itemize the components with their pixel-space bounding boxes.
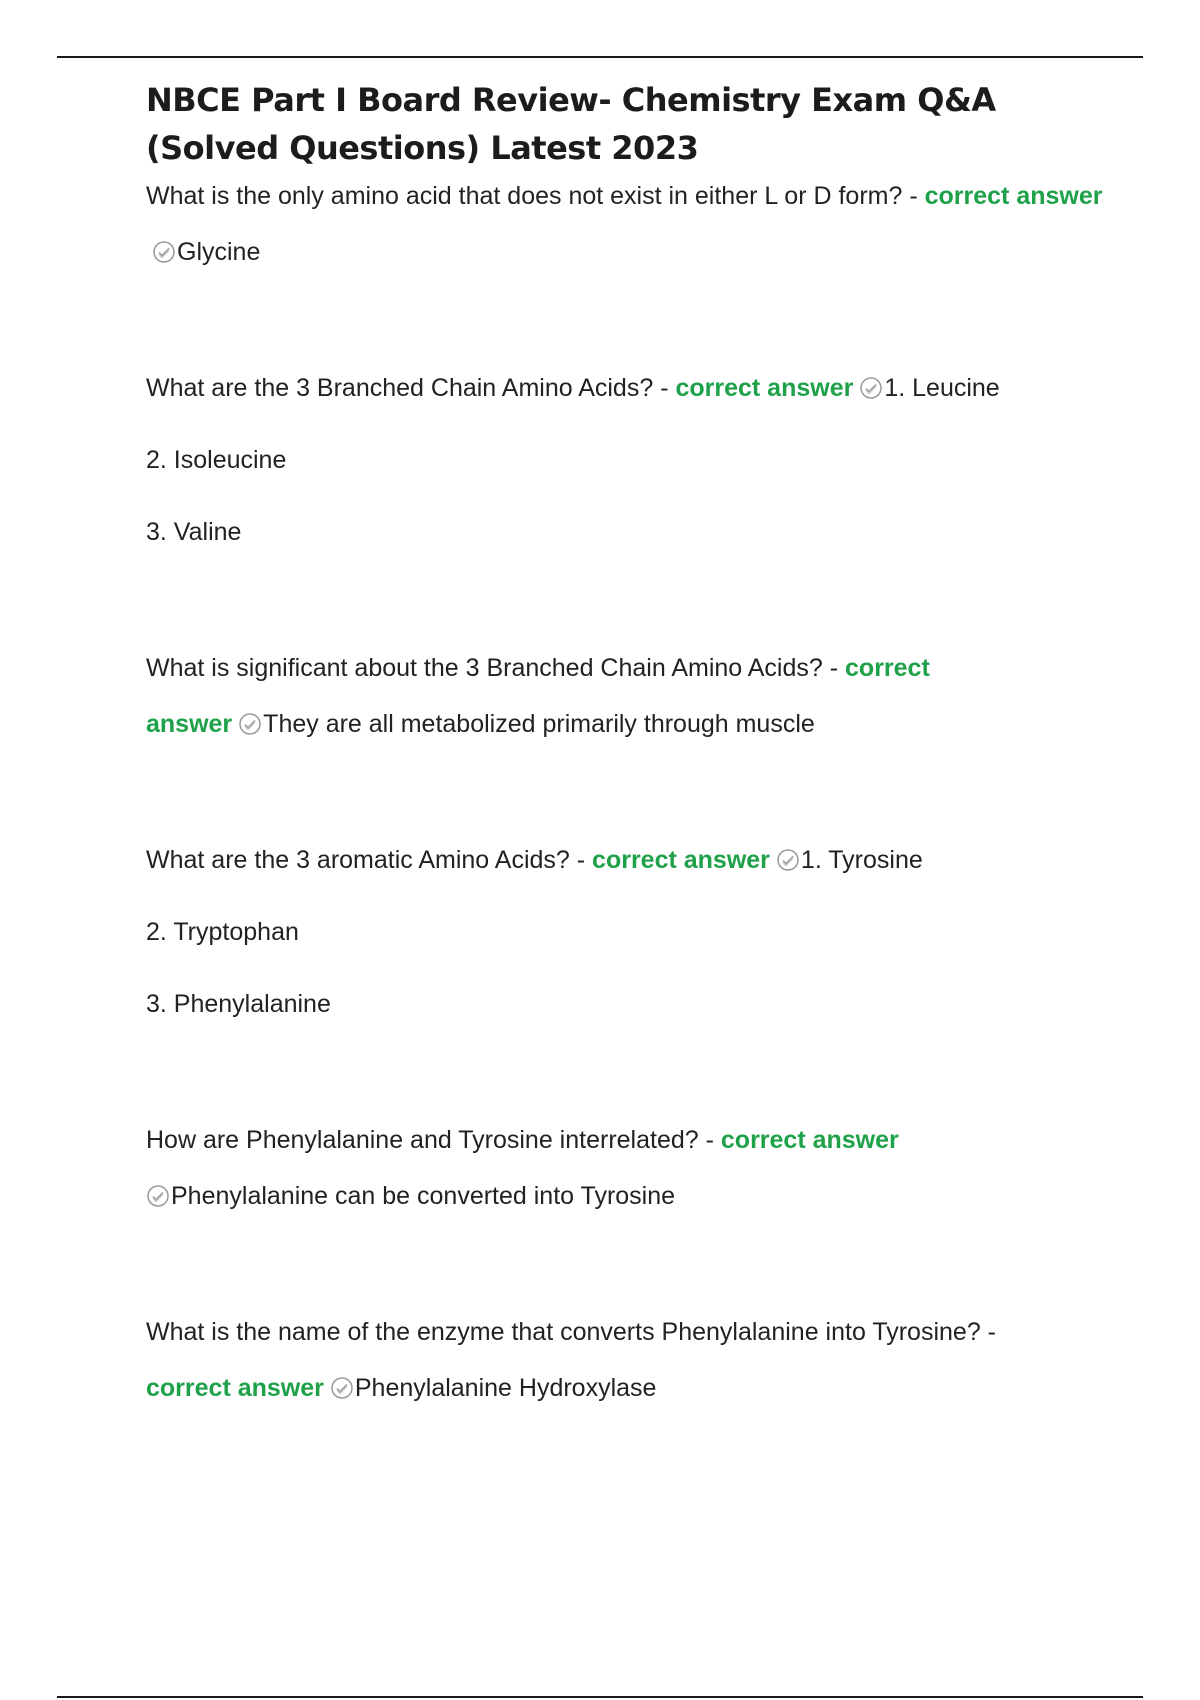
qa-text [146,832,1106,888]
check-circle-icon [330,1376,354,1400]
separator: - [980,1318,997,1346]
qa-item [146,832,1106,1032]
check-circle-icon [776,848,800,872]
question-text: What are the 3 aromatic Amino Acids? [146,846,570,874]
answer-text: Phenylalanine can be converted into Tyrosine [171,1182,676,1210]
question-text: What are the 3 Branched Chain Amino Acids? [146,374,654,402]
separator: - [698,1126,721,1154]
answer-text: Phenylalanine Hydroxylase [354,1374,657,1402]
question-text: What is the name of the enzyme that converts Phenylalanine into Tyrosine? [146,1318,981,1346]
separator: - [569,846,593,874]
qa-text [146,360,1106,416]
question-text: How are Phenylalanine and Tyrosine interrelated? [146,1126,699,1154]
answer-text: Glycine [177,238,261,266]
document-title: NBCE Part I Board Review- Chemistry Exam Q&A (Solved Questions) Latest 2023 [146,81,996,167]
answer-line: 3. Valine [146,518,242,546]
answer-text: 1. Tyrosine [800,846,923,874]
check-circle-icon [238,712,262,736]
question-text: What is significant about the 3 Branched Chain Amino Acids? [146,654,823,682]
answer-label: correct answer [924,182,1103,210]
separator: - [902,182,925,210]
qa-item [146,168,1106,280]
qa-text [146,1304,1106,1416]
answer-line: 2. Tryptophan [146,918,299,946]
answer-text: 1. Leucine [884,374,1000,402]
qa-text [146,168,1106,280]
qa-item [146,360,1106,560]
answer-label: correct answer [720,1126,899,1154]
qa-item [146,640,1106,752]
document-body [146,76,1106,1416]
qa-text [146,640,986,752]
answer-label: correct answer [146,654,930,738]
answer-label: correct answer [146,1374,324,1402]
qa-item [146,1304,1106,1416]
answer-text: They are all metabolized primarily through muscle [263,710,815,738]
separator: - [653,374,676,402]
separator: - [822,654,846,682]
qa-text [146,1112,986,1224]
answer-line: 3. Phenylalanine [146,990,331,1018]
answer-label: correct answer [592,846,770,874]
check-circle-icon [146,1184,170,1208]
check-circle-icon [859,376,883,400]
top-rule [57,56,1143,58]
qa-item [146,1112,1106,1224]
question-text: What is the only amino acid that does not exist in either L or D form? [146,182,903,210]
check-circle-icon [152,240,176,264]
answer-line: 2. Isoleucine [146,446,287,474]
bottom-rule [57,1696,1143,1698]
answer-label: correct answer [675,374,854,402]
